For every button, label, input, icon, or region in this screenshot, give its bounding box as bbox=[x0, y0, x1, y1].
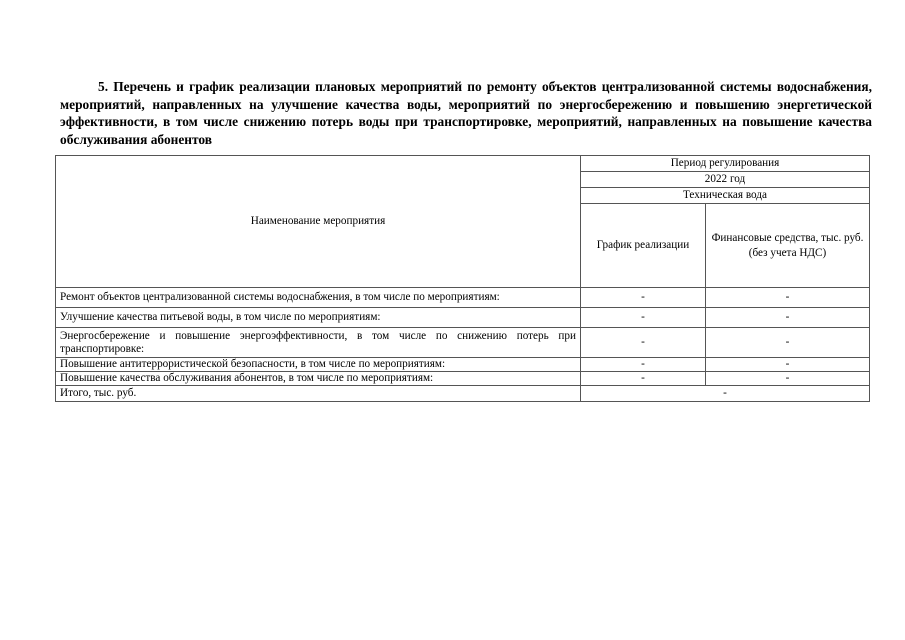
table-row bbox=[56, 308, 870, 328]
table-row bbox=[56, 328, 870, 358]
table-row bbox=[56, 358, 870, 372]
row-schedule: - bbox=[581, 358, 706, 372]
header-period: Период регулирования bbox=[581, 156, 870, 172]
row-name: Повышение антитеррористической безопасности, в том числе по мероприятиям: bbox=[56, 358, 581, 372]
header-year: 2022 год bbox=[581, 172, 870, 188]
header-schedule-column: График реализации bbox=[581, 204, 706, 288]
row-finance: - bbox=[706, 358, 870, 372]
measures-table bbox=[55, 155, 870, 402]
row-finance: - bbox=[706, 308, 870, 328]
section-heading: 5. Перечень и график реализации плановых мероприятий по ремонту объектов централизованной системы водоснабжения, мероприятий, направленных на улучшение качества воды, мероприятий по энергосбережению и повышению энергетической эффективности, в том числе снижению потерь воды при транспортировке, мероприятий, направленных на повышение качества обслуживания абонентов bbox=[60, 79, 872, 147]
row-name: Повышение качества обслуживания абонентов, в том числе по мероприятиям: bbox=[56, 372, 581, 386]
row-name: Ремонт объектов централизованной системы водоснабжения, в том числе по мероприятиям: bbox=[56, 288, 581, 308]
total-value: - bbox=[581, 386, 870, 402]
header-water-type: Техническая вода bbox=[581, 188, 870, 204]
row-schedule: - bbox=[581, 288, 706, 308]
row-finance: - bbox=[706, 328, 870, 358]
row-name: Энергосбережение и повышение энергоэффективности, в том числе по снижению потерь при транспортировке: bbox=[56, 328, 581, 358]
row-schedule: - bbox=[581, 308, 706, 328]
total-row bbox=[56, 386, 870, 402]
row-finance: - bbox=[706, 288, 870, 308]
header-row-period bbox=[56, 156, 870, 172]
header-finance-column: Финансовые средства, тыс. руб. (без учета НДС) bbox=[706, 204, 870, 288]
table-row bbox=[56, 372, 870, 386]
row-schedule: - bbox=[581, 372, 706, 386]
row-name: Улучшение качества питьевой воды, в том числе по мероприятиям: bbox=[56, 308, 581, 328]
row-finance: - bbox=[706, 372, 870, 386]
header-name-column: Наименование мероприятия bbox=[56, 156, 581, 288]
total-label: Итого, тыс. руб. bbox=[56, 386, 581, 402]
table-row bbox=[56, 288, 870, 308]
row-schedule: - bbox=[581, 328, 706, 358]
